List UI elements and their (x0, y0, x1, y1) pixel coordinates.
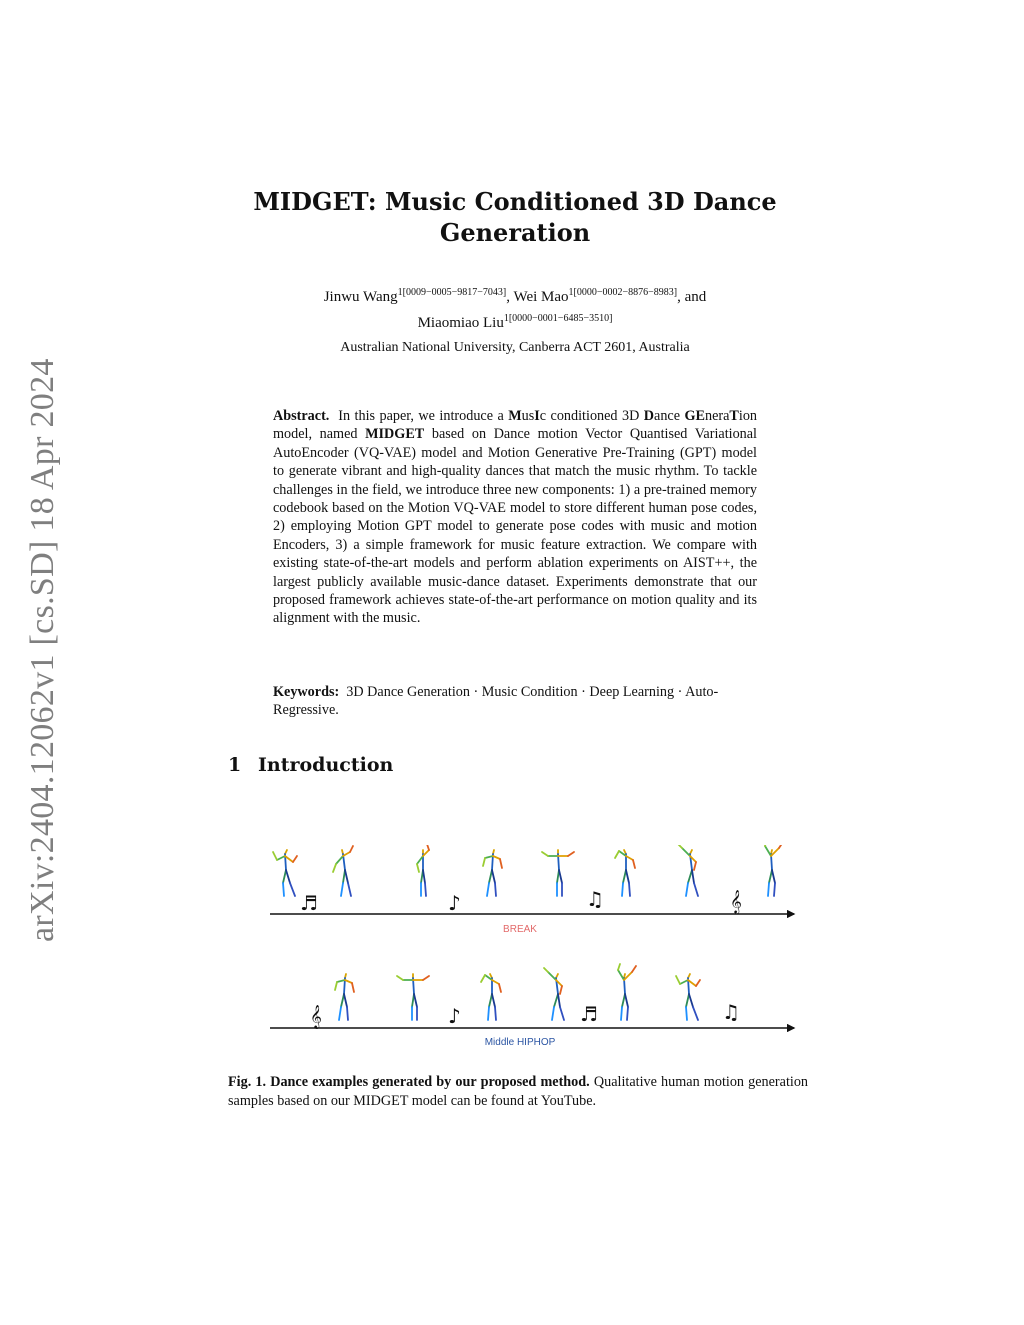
keywords-label: Keywords: (273, 684, 340, 700)
genre-label-hiphop: Middle HIPHOP (484, 1037, 556, 1048)
dancer-figure (273, 850, 297, 896)
acronym-letter: I (534, 408, 540, 424)
section-number: 1 (228, 754, 242, 776)
abstract-text: ion model, named (273, 408, 758, 443)
dance-figure (228, 845, 808, 1055)
music-note-icon: ♪ (448, 1004, 461, 1028)
caption-title: Dance examples generated by our proposed method. (270, 1074, 590, 1090)
music-note-icon: 𝄞 (310, 1004, 322, 1028)
author-list: Jinwu Wang$^{1[0009-0005-9817-7043]}$, Wei Mao$^{1[0000-0002-8876-8983]}$, and Miaomiao Liu$^{1[0000-0001-6485-3510]}$ (323, 287, 707, 331)
keywords-text: 3D Dance Generation · Music Condition · Deep Learning · Auto-Regressive. (273, 684, 719, 719)
author-conjunction: , and (677, 289, 707, 305)
acronym-letter: GE (684, 408, 705, 424)
music-note-icon: ♫ (586, 887, 604, 911)
author-name: Miaomiao Liu (417, 315, 504, 331)
abstract-text: based on Dance motion Vector Quantised Variational AutoEncoder (VQ-VAE) model and Motion Generative Pre-Training (GPT) model to generate vibrant and high-quality dances that match the music rhythm. To tackle challenges in the field, we introduce three new components: 1) a pre-trained memory codebook based on the Motion VQ-VAE model to store different human pose codes, 2) employing Motion GPT model to generate pose codes with music and motion Encoders, 3) a simple framework for music feature extraction. We compare with existing state-of-the-art models and perform ablation experiments on AIST++, the largest publicly available music-dance dataset. Experiments demonstrate that our proposed framework achieves state-of-the-art performance on motion quality and its alignment with the music. (273, 426, 757, 627)
paper-title: MIDGET: Music Conditioned 3D Dance Generation (253, 187, 777, 247)
section-title: Introduction (258, 754, 394, 776)
dancer-figure (417, 845, 429, 896)
music-note-icon: ♪ (448, 891, 461, 915)
dancer-figure (542, 850, 574, 896)
author-orcid: 1[0000−0002−8876−8983] (568, 287, 678, 298)
abstract-label: Abstract. (273, 408, 330, 424)
genre-label-break: BREAK (503, 924, 537, 935)
figure-caption (228, 1073, 808, 1111)
abstract-text: us (521, 408, 535, 424)
dancer-figure (678, 845, 698, 896)
model-name: MIDGET (365, 426, 425, 443)
author-name: Jinwu Wang (323, 289, 398, 305)
music-note-icon: ♫ (722, 1000, 740, 1024)
dancer-figure (483, 850, 502, 896)
music-note-icon: ♬ (580, 1002, 598, 1026)
abstract (273, 407, 757, 628)
music-note-icon: ♬ (300, 891, 318, 915)
abstract-text: nera (704, 408, 730, 424)
author-name: Wei Mao (513, 289, 569, 305)
dancer-figure (615, 850, 635, 896)
dancer-figure (544, 968, 564, 1020)
music-note-icon: 𝄞 (730, 889, 742, 913)
acronym-letter: D (643, 408, 655, 424)
dancer-figure (333, 846, 353, 896)
arxiv-identifier: arXiv:2404.12062v1 [cs.SD] 18 Apr 2024 (24, 358, 61, 942)
dancer-figure (765, 845, 783, 896)
dancer-figure (618, 964, 636, 1020)
dancer-figure (481, 974, 501, 1020)
author-orcid: 1[0000−0001−6485−3510] (503, 313, 613, 324)
abstract-text: ance (654, 408, 685, 424)
section-heading (228, 754, 393, 776)
dancer-figure (335, 974, 354, 1020)
abstract-text: In this paper, we introduce a (338, 408, 509, 424)
affiliation: Australian National University, Canberra ACT 2601, Australia (340, 340, 690, 355)
abstract-text: c conditioned 3D (539, 408, 644, 424)
caption-text: Qualitative human motion generation samples based on our MIDGET model can be found at YouTube. (228, 1074, 809, 1109)
acronym-letter: T (729, 408, 739, 424)
dancer-figure (397, 974, 429, 1020)
dancer-figure (676, 974, 700, 1020)
author-orcid: 1[0009−0005−9817−7043] (397, 287, 507, 298)
caption-label: Fig. 1. (228, 1074, 267, 1090)
keywords (273, 683, 757, 720)
acronym-letter: M (508, 408, 522, 424)
